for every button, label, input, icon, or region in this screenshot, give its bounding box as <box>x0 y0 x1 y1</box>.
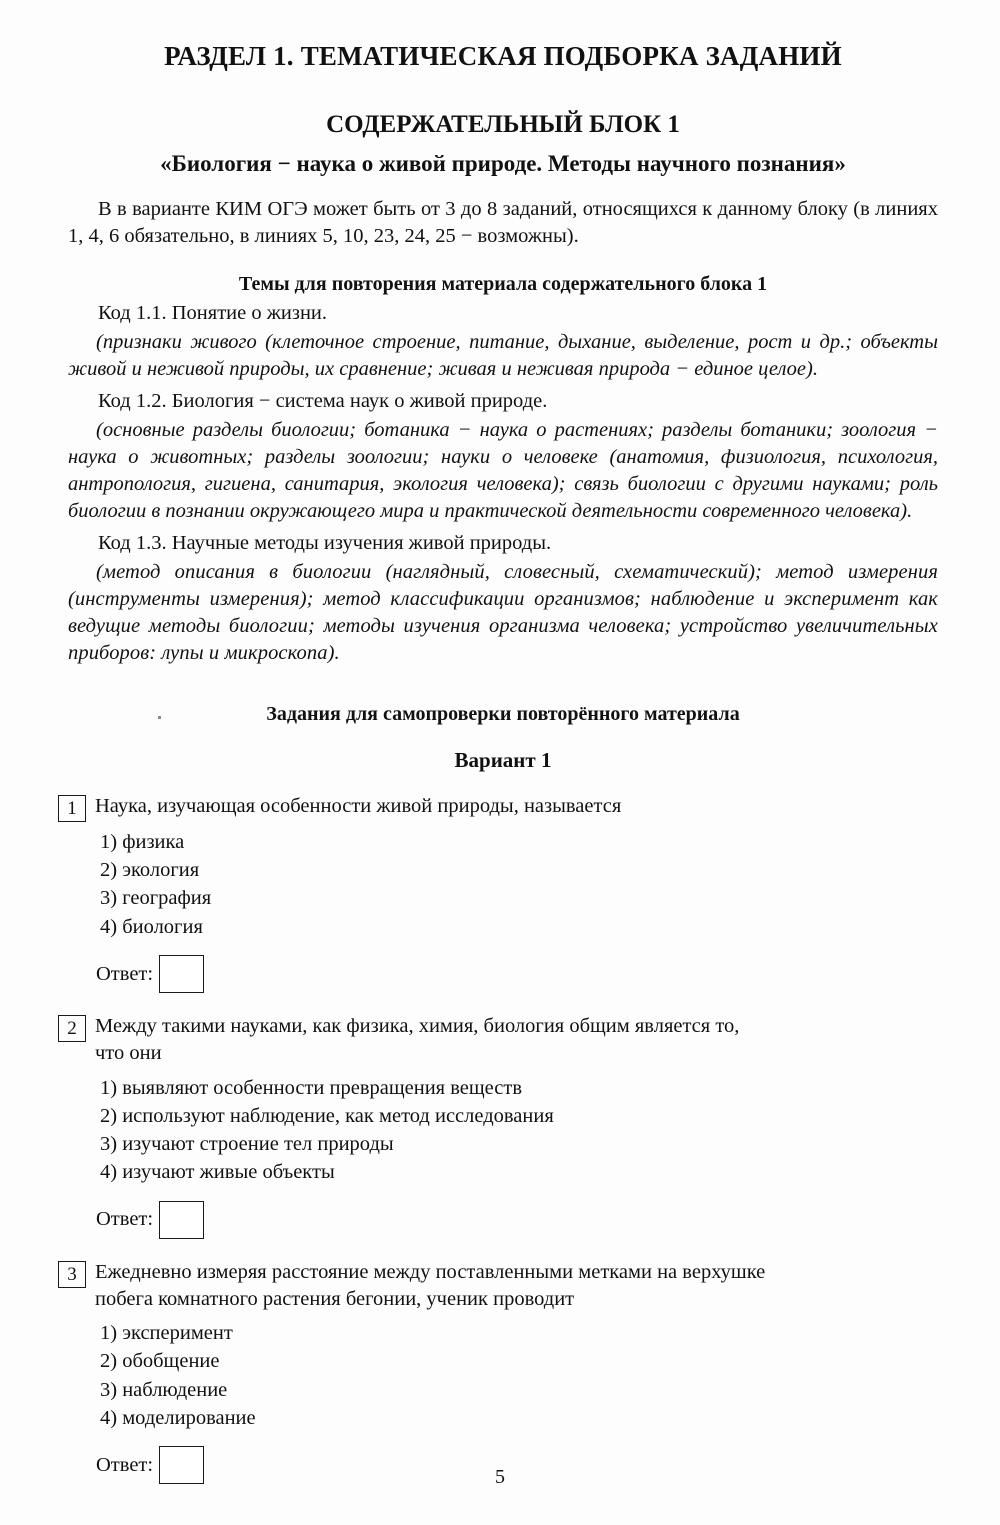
code-title-1: Код 1.1. Понятие о жизни. <box>98 302 328 325</box>
question-1-option-1[interactable]: 1) физика <box>100 830 185 853</box>
block-title: «Биология − наука о живой природе. Методы научного познания» <box>160 151 846 177</box>
question-3-text-line1: Ежедневно измеряя расстояние между поставленными метками на верхушке <box>95 1260 766 1283</box>
question-1-option-4[interactable]: 4) биология <box>100 915 203 938</box>
question-1-head <box>68 793 938 822</box>
question-1-text-line1: Наука, изучающая особенности живой природы, называется <box>95 794 622 817</box>
question-1-text <box>95 793 938 820</box>
question-2-answer-label: Ответ: <box>96 1208 154 1231</box>
tasks-heading-label: Задания для самопроверки повторённого материала <box>266 702 740 725</box>
question-2 <box>68 1013 938 1239</box>
question-2-option-4[interactable]: 4) изучают живые объекты <box>100 1161 335 1184</box>
code-detail-2: (основные разделы биологии; ботаника − наука о растениях; разделы ботаники; зоология − наука о животных; разделы зоологии; науки о человеке (анатомия, физиология, психология, антропология, гигиена, санитария, экология человека); связь биологии с другими науками; роль биологии в познании окружающего мира и практической деятельности современного человека). <box>68 418 938 523</box>
question-2-options <box>100 1074 938 1187</box>
question-2-text-line2: что они <box>95 1042 162 1065</box>
question-3-text <box>95 1259 938 1314</box>
intro-paragraph: В в варианте КИМ ОГЭ может быть от 3 до 8 заданий, относящихся к данному блоку (в линиях 1, 4, 6 обязательно, в линиях 5, 10, 23, 24, 25 − возможны). <box>68 197 938 248</box>
code-title-2: Код 1.2. Биология − система наук о живой природе. <box>98 389 548 412</box>
question-3-number: 3 <box>58 1261 86 1288</box>
question-1-option-2[interactable]: 2) экология <box>100 859 200 882</box>
stray-dot-mark <box>158 716 161 719</box>
question-2-option-2[interactable]: 2) используют наблюдение, как метод исследования <box>100 1104 554 1127</box>
question-1-answer-row <box>96 955 938 993</box>
question-2-number: 2 <box>58 1015 86 1042</box>
question-3-text-line2: побега комнатного растения бегонии, ученик проводит <box>95 1287 575 1310</box>
question-3 <box>68 1259 938 1485</box>
tasks-heading <box>68 702 938 726</box>
question-1-answer-box[interactable] <box>159 955 204 993</box>
question-1-answer-label: Ответ: <box>96 962 154 985</box>
question-3-option-2[interactable]: 2) обобщение <box>100 1350 220 1373</box>
question-3-option-1[interactable]: 1) эксперимент <box>100 1322 233 1345</box>
code-detail-1: (признаки живого (клеточное строение, питание, дыхание, выделение, рост и др.; объекты живой и неживой природы, их сравнение; живая и неживая природа − единое целое). <box>68 331 938 381</box>
topics-heading: Темы для повторения материала содержательного блока 1 <box>238 273 768 296</box>
block-heading: СОДЕРЖАТЕЛЬНЫЙ БЛОК 1 <box>326 111 680 139</box>
question-1-options <box>100 828 938 941</box>
code-title-3: Код 1.3. Научные методы изучения живой природы. <box>98 531 552 554</box>
code-detail-3: (метод описания в биологии (наглядный, словесный, схематический); метод измерения (инструменты измерения); метод классификации организмов; наблюдение и эксперимент как ведущие методы биологии; методы изучения организма человека; устройство увеличительных приборов: лупы и микроскопа). <box>68 560 938 665</box>
question-3-option-3[interactable]: 3) наблюдение <box>100 1378 228 1401</box>
question-3-options <box>100 1319 938 1432</box>
question-1 <box>68 793 938 993</box>
question-2-option-3[interactable]: 3) изучают строение тел природы <box>100 1133 394 1156</box>
variant-heading: Вариант 1 <box>454 747 552 772</box>
question-2-text <box>95 1013 938 1068</box>
section-heading: РАЗДЕЛ 1. ТЕМАТИЧЕСКАЯ ПОДБОРКА ЗАДАНИЙ <box>164 41 842 71</box>
question-3-answer-label: Ответ: <box>96 1454 154 1477</box>
question-2-option-1[interactable]: 1) выявляют особенности превращения веществ <box>100 1076 523 1099</box>
question-1-option-3[interactable]: 3) география <box>100 887 212 910</box>
question-3-head <box>68 1259 938 1314</box>
page-content <box>68 0 938 1484</box>
question-2-text-line1: Между такими науками, как физика, химия, биология общим является то, <box>95 1015 740 1038</box>
question-2-head <box>68 1013 938 1068</box>
page-number: 5 <box>495 1466 505 1488</box>
question-1-number: 1 <box>58 795 86 822</box>
question-2-answer-box[interactable] <box>159 1201 204 1239</box>
question-2-answer-row <box>96 1201 938 1239</box>
question-3-option-4[interactable]: 4) моделирование <box>100 1407 256 1429</box>
